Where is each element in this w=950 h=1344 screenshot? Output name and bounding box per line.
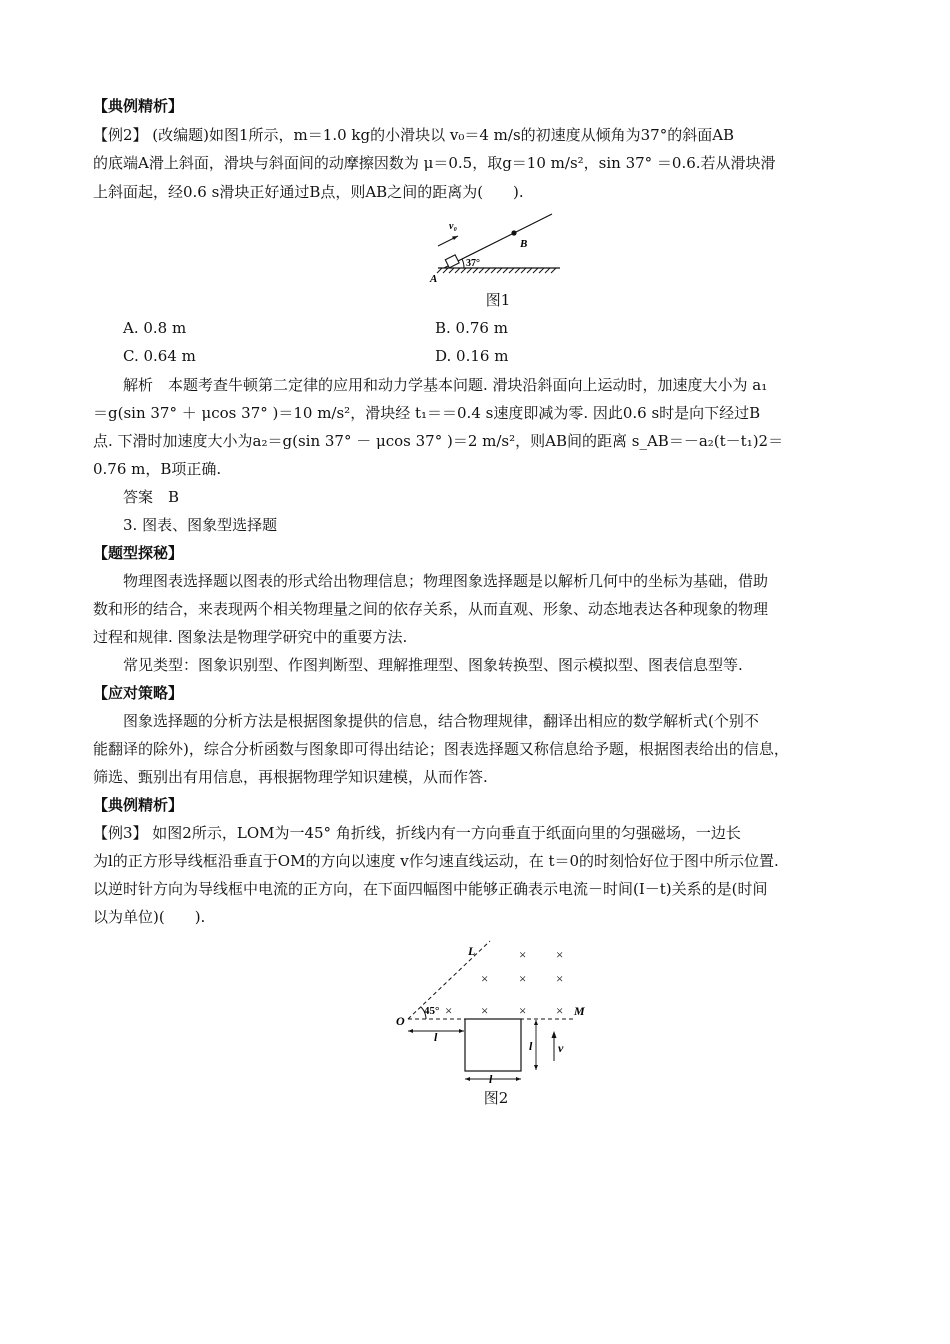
label-m-point: M bbox=[574, 1004, 585, 1018]
common-types-line: 常见类型：图象识别型、作图判断型、理解推理型、图象转换型、图示模拟型、图表信息型等. bbox=[123, 656, 743, 674]
label-length-bottom: l bbox=[489, 1072, 493, 1085]
option-b: B. 0.76 m bbox=[435, 319, 508, 337]
label-velocity: v bbox=[558, 1041, 564, 1055]
field-cross: × bbox=[519, 947, 527, 962]
example2-line1: 【例2】 (改编题)如图1所示，m＝1.0 kg的小滑块以 v₀＝4 m/s的初速度从倾角为37°的斜面AB bbox=[93, 126, 735, 144]
example3-line3: 以逆时针方向为导线框中电流的正方向，在下面四幅图中能够正确表示电流－时间(I－t)关系的是(时间 bbox=[93, 880, 768, 898]
field-cross: × bbox=[481, 971, 489, 986]
answer-line: 答案 B bbox=[123, 488, 180, 506]
field-cross: × bbox=[556, 971, 564, 986]
label-l-point: L bbox=[468, 944, 476, 958]
strategy-line3: 筛选、甄别出有用信息，再根据物理学知识建模，从而作答. bbox=[93, 768, 488, 786]
label-angle-45: 45° bbox=[424, 1005, 440, 1017]
explore-line1: 物理图表选择题以图表的形式给出物理信息；物理图象选择题是以解析几何中的坐标为基础，借助 bbox=[123, 572, 769, 590]
field-cross: × bbox=[556, 947, 564, 962]
strategy-line1: 图象选择题的分析方法是根据图象提供的信息，结合物理规律，翻译出相应的数学解析式(个别不 bbox=[123, 712, 759, 730]
figure-2-caption: 图2 bbox=[483, 1089, 509, 1107]
analysis-line3: 点. 下滑时加速度大小为a₂＝g(sin 37° － μcos 37° )＝2 m/s²，则AB间的距离 s_AB＝－a₂(t－t₁)2＝ bbox=[93, 432, 784, 450]
analysis-line4: 0.76 m，B项正确. bbox=[93, 460, 222, 478]
heading-strategy: 【应对策略】 bbox=[93, 684, 184, 702]
field-cross: × bbox=[445, 1003, 453, 1018]
analysis-line2: ＝g(sin 37° ＋ μcos 37° )＝10 m/s²，滑块经 t₁＝＝0.4 s速度即减为零. 因此0.6 s时是向下经过B bbox=[93, 404, 761, 422]
example3-line2: 为l的正方形导线框沿垂直于OM的方向以速度 v作匀速直线运动，在 t＝0的时刻恰好位于图中所示位置. bbox=[93, 852, 779, 870]
example2-line2: 的底端A滑上斜面，滑块与斜面间的动摩擦因数为 μ＝0.5，取g＝10 m/s²，sin 37° ＝0.6.若从滑块滑 bbox=[93, 154, 776, 172]
explore-line2: 数和形的结合，来表现两个相关物理量之间的依存关系，从而直观、形象、动态地表达各种现象的物理 bbox=[93, 600, 769, 618]
example2-line3: 上斜面起，经0.6 s滑块正好通过B点，则AB之间的距离为( ). bbox=[93, 183, 524, 201]
analysis-line1: 解析 本题考查牛顿第二定律的应用和动力学基本问题. 滑块沿斜面向上运动时，加速度大小为 a₁ bbox=[123, 376, 768, 394]
label-b: B bbox=[520, 238, 528, 250]
label-length-top: l bbox=[434, 1030, 438, 1044]
label-a: A bbox=[430, 273, 438, 285]
section-3-title: 3. 图表、图象型选择题 bbox=[123, 516, 278, 534]
field-cross: × bbox=[481, 1003, 489, 1018]
example3-line1: 【例3】 如图2所示，LOM为一45° 角折线，折线内有一方向垂直于纸面向里的匀强磁场，一边长 bbox=[93, 824, 741, 842]
field-cross: × bbox=[556, 1003, 564, 1018]
heading-typical-example-2: 【典例精析】 bbox=[93, 796, 184, 814]
option-d: D. 0.16 m bbox=[435, 347, 509, 365]
option-c: C. 0.64 m bbox=[123, 347, 196, 365]
label-o-point: O bbox=[396, 1014, 405, 1028]
example3-line4: 以为单位)( ). bbox=[93, 908, 206, 926]
strategy-line2: 能翻译的除外)，综合分析函数与图象即可得出结论；图表选择题又称信息给予题，根据图表给出的信息， bbox=[93, 740, 789, 758]
figure-1-incline bbox=[420, 210, 570, 288]
heading-typical-example: 【典例精析】 bbox=[93, 97, 184, 115]
label-v0: v₀ bbox=[449, 221, 457, 232]
label-length-side: l bbox=[529, 1039, 533, 1053]
option-a: A. 0.8 m bbox=[123, 319, 187, 337]
square-wire-frame bbox=[465, 1019, 521, 1071]
figure-2-magnetic-field bbox=[390, 935, 600, 1085]
point-b-dot bbox=[511, 230, 516, 235]
explore-line3: 过程和规律. 图象法是物理学研究中的重要方法. bbox=[93, 628, 408, 646]
figure-1-caption: 图1 bbox=[485, 291, 511, 309]
label-angle-37: 37° bbox=[466, 258, 480, 269]
heading-type-explore: 【题型探秘】 bbox=[93, 544, 184, 562]
field-cross: × bbox=[519, 1003, 527, 1018]
field-cross: × bbox=[519, 971, 527, 986]
